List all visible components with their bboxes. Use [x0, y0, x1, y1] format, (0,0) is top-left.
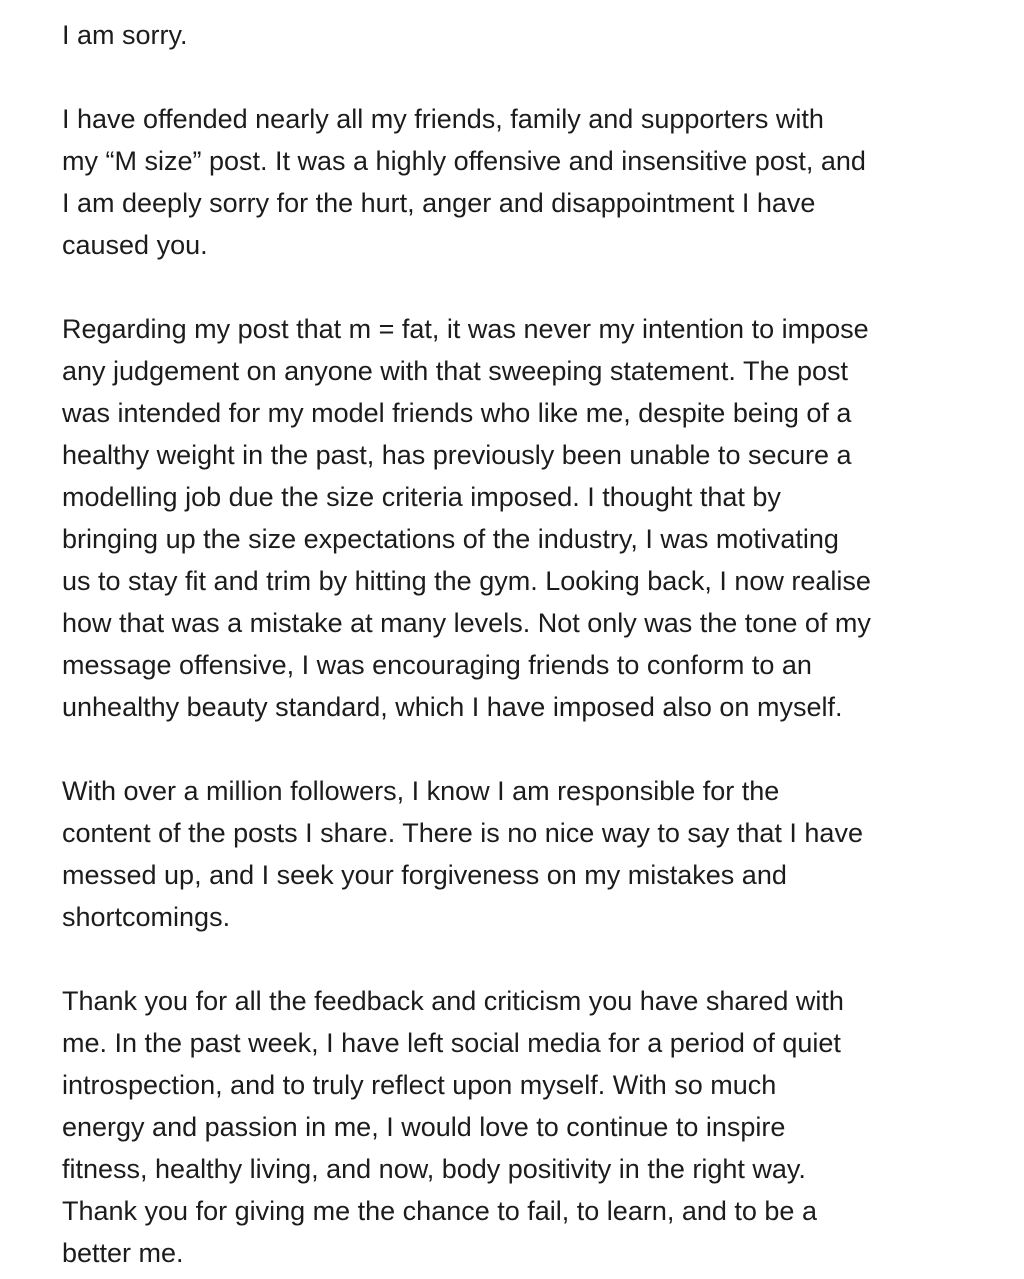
paragraph-gap	[62, 266, 1022, 308]
text-line: caused you.	[62, 230, 208, 260]
text-line: content of the posts I share. There is no nice way to say that I have	[62, 818, 863, 848]
text-line: introspection, and to truly reflect upon myself. With so much	[62, 1070, 777, 1100]
text-line: messed up, and I seek your forgiveness on my mistakes and	[62, 860, 787, 890]
text-line: I am deeply sorry for the hurt, anger and disappointment I have	[62, 188, 816, 218]
text-line: how that was a mistake at many levels. Not only was the tone of my	[62, 608, 871, 638]
text-line: With over a million followers, I know I am responsible for the	[62, 776, 780, 806]
paragraph-gap	[62, 938, 1022, 980]
text-line: shortcomings.	[62, 902, 231, 932]
text-line: unhealthy beauty standard, which I have imposed also on myself.	[62, 692, 843, 722]
apology-document	[62, 14, 1022, 1274]
text-line: message offensive, I was encouraging friends to conform to an	[62, 650, 812, 680]
text-line: Thank you for all the feedback and criticism you have shared with	[62, 986, 844, 1016]
paragraph-gap	[62, 728, 1022, 770]
text-line: us to stay fit and trim by hitting the gym. Looking back, I now realise	[62, 566, 871, 596]
text-line: I have offended nearly all my friends, family and supporters with	[62, 104, 824, 134]
text-line: me. In the past week, I have left social media for a period of quiet	[62, 1028, 841, 1058]
paragraph-opening	[62, 14, 1022, 56]
text-line: Regarding my post that m = fat, it was never my intention to impose	[62, 314, 869, 344]
paragraph-closing	[62, 980, 1022, 1274]
text-line: I am sorry.	[62, 20, 188, 50]
paragraph-responsibility	[62, 770, 1022, 938]
text-line: healthy weight in the past, has previously been unable to secure a	[62, 440, 852, 470]
text-line: better me.	[62, 1238, 184, 1268]
text-line: fitness, healthy living, and now, body positivity in the right way.	[62, 1154, 806, 1184]
text-line: was intended for my model friends who like me, despite being of a	[62, 398, 852, 428]
paragraph-apology	[62, 98, 1022, 266]
text-line: bringing up the size expectations of the industry, I was motivating	[62, 524, 839, 554]
text-line: modelling job due the size criteria imposed. I thought that by	[62, 482, 781, 512]
text-line: my “M size” post. It was a highly offensive and insensitive post, and	[62, 146, 866, 176]
paragraph-gap	[62, 56, 1022, 98]
paragraph-explanation	[62, 308, 1022, 728]
text-line: Thank you for giving me the chance to fail, to learn, and to be a	[62, 1196, 817, 1226]
text-line: any judgement on anyone with that sweeping statement. The post	[62, 356, 849, 386]
text-line: energy and passion in me, I would love to continue to inspire	[62, 1112, 786, 1142]
